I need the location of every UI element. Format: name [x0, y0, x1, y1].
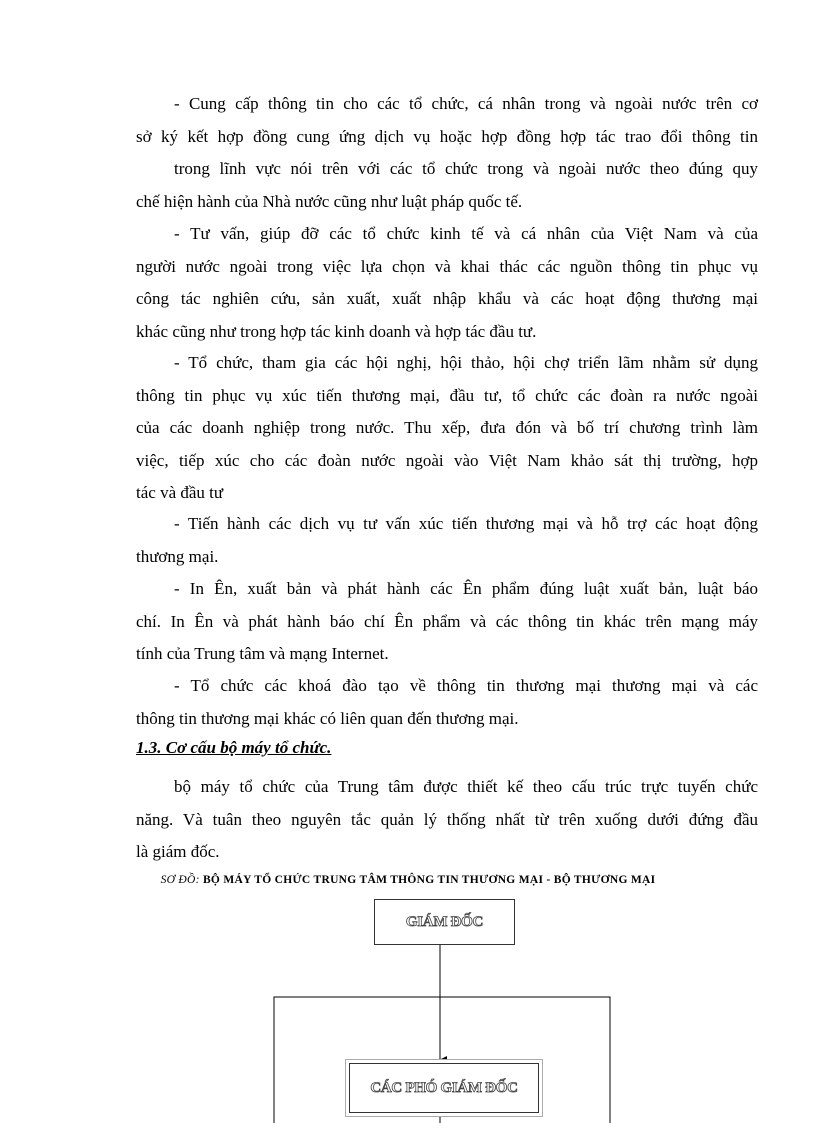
text-line: của các doanh nghiệp trong nước. Thu xếp, đưa đón và bố trí chương trình làm: [136, 418, 758, 437]
section-heading: 1.3. Cơ cấu bộ máy tổ chức.: [136, 738, 332, 757]
text-line: tính của Trung tâm và mạng Internet.: [136, 644, 389, 663]
text-line: khác cũng như trong hợp tác kinh doanh và hợp tác đầu tư.: [136, 321, 537, 341]
text-line: - In Ên, xuất bản và phát hành các Ên phẩm đúng luật xuất bản, luật báo: [174, 579, 758, 598]
text-line: thông tin thương mại khác có liên quan đến thương mại.: [136, 708, 519, 728]
text-line: là giám đốc.: [136, 842, 220, 861]
text-line: công tác nghiên cứu, sản xuất, xuất nhập khẩu và các hoạt động thương mại: [136, 289, 758, 308]
org-node-deputy-directors: CÁC PHÓ GIÁM ĐỐC: [349, 1063, 539, 1113]
text-line: - Tiến hành các dịch vụ tư vấn xúc tiến thương mại và hỗ trợ các hoạt động: [174, 514, 758, 533]
text-line: năng. Và tuân theo nguyên tắc quản lý thống nhất từ trên xuống dưới đứng đầu: [136, 809, 758, 829]
text-line: - Cung cấp thông tin cho các tổ chức, cá nhân trong và ngoài nước trên cơ: [174, 94, 758, 113]
org-node-director: GIÁM ĐỐC: [374, 899, 515, 945]
text-line: thông tin phục vụ xúc tiến thương mại, đầu tư, tổ chức các đoàn ra nước ngoài: [136, 385, 758, 405]
text-line: - Tổ chức, tham gia các hội nghị, hội thảo, hội chợ triển lãm nhằm sử dụng: [174, 353, 758, 372]
text-line: chế hiện hành của Nhà nước cũng như luật pháp quốc tế.: [136, 191, 523, 211]
diagram-caption-title: BỘ MÁY TỔ CHỨC TRUNG TÂM THÔNG TIN THƯƠNG MẠI - BỘ THƯƠNG MẠI: [202, 874, 656, 886]
text-line: thương mại.: [136, 546, 219, 566]
text-line: sở ký kết hợp đồng cung ứng dịch vụ hoặc hợp đồng hợp tác trao đổi thông tin: [136, 126, 758, 146]
text-line: người nước ngoài trong việc lựa chọn và khai thác các nguồn thông tin phục vụ: [136, 256, 758, 276]
text-line: - Tổ chức các khoá đào tạo về thông tin thương mại thương mại và các: [174, 676, 758, 695]
text-line: bộ máy tổ chức của Trung tâm được thiết kế theo cấu trúc trực tuyến chức: [174, 777, 758, 796]
diagram-caption-lead: SƠ ĐỒ:: [160, 874, 200, 886]
text-line: trong lĩnh vực nói trên với các tổ chức trong và ngoài nước theo đúng quy: [174, 159, 758, 178]
text-line: - Tư vấn, giúp đỡ các tổ chức kinh tế và cá nhân của Việt Nam và của: [174, 224, 758, 243]
text-line: tác và đầu tư: [136, 483, 224, 502]
text-line: chí. In Ên và phát hành báo chí Ên phẩm và các thông tin khác trên mạng máy: [136, 611, 758, 631]
text-line: việc, tiếp xúc cho các đoàn nước ngoài vào Việt Nam khảo sát thị trường, hợp: [136, 450, 758, 470]
